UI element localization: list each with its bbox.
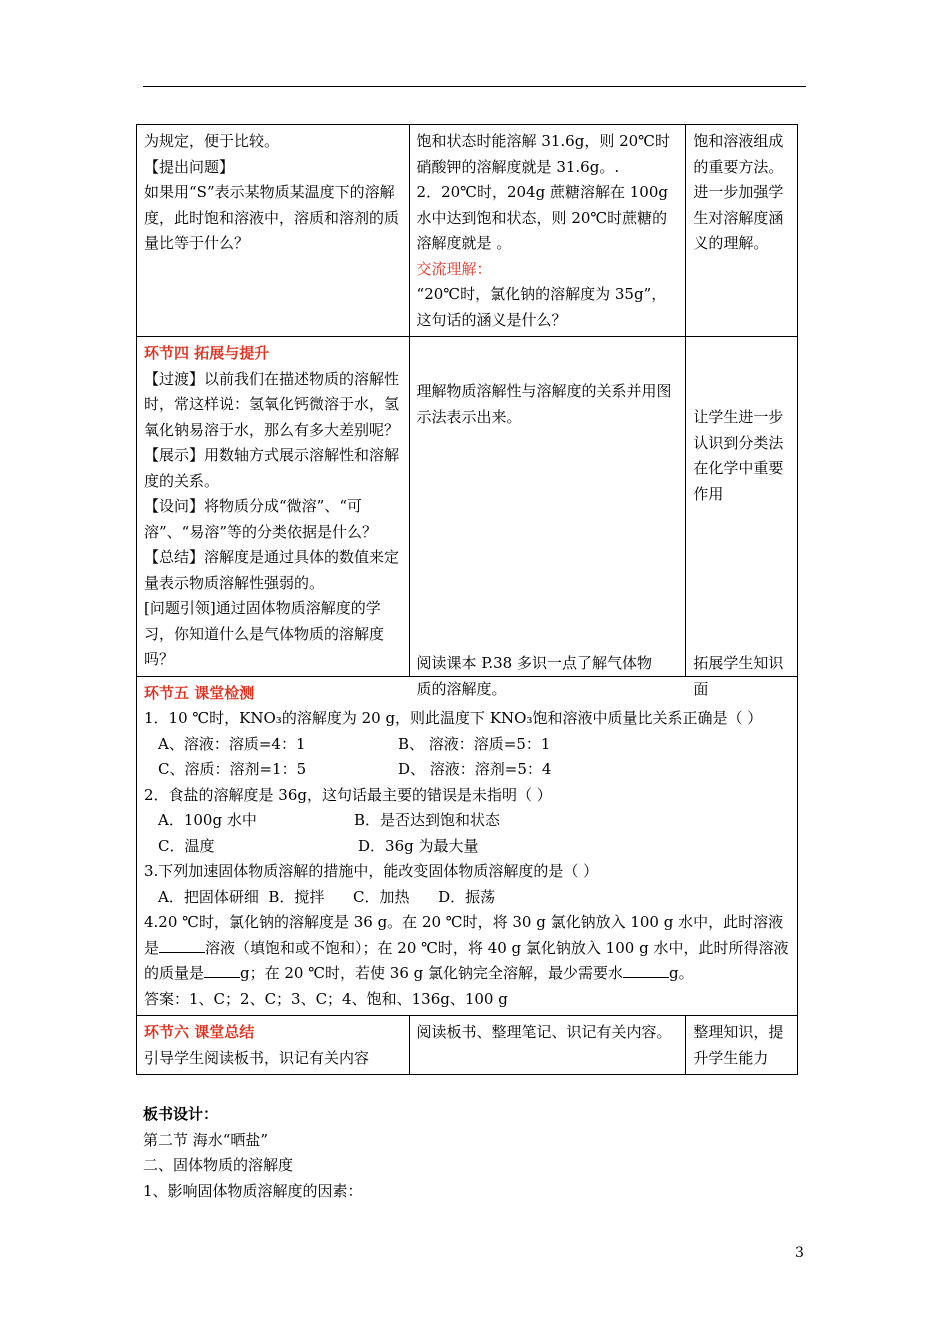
question-options: [144, 757, 790, 783]
header-rule: [143, 86, 806, 87]
text-line: 整理知识，提升学生能力: [693, 1023, 784, 1067]
board-line: 二、固体物质的溶解度: [143, 1156, 294, 1174]
answer-blank[interactable]: [204, 963, 240, 978]
text-line: 4.20 ℃时，氯化钠的溶解度是 36 g。在 20 ℃时，将 30 g 氯化钠放入 100 g 水中，此时溶液是: [144, 913, 784, 957]
answer-blank[interactable]: [159, 938, 205, 953]
text-line: 饱和溶液组成的重要方法。进一步加强学生对溶解度涵义的理解。: [693, 132, 784, 252]
intent-cell: [686, 1016, 798, 1075]
text-line: 【总结】溶解度是通过具体的数值来定量表示物质溶解性强弱的。: [144, 548, 400, 592]
teacher-activity-cell: [137, 1016, 410, 1075]
student-activity-cell: [409, 125, 686, 337]
text-line: 【过渡】以前我们在描述物质的溶解性时，常这样说：氢氧化钙微溶于水，氢氧化钠易溶于水，那么有多大差别呢？: [144, 369, 400, 439]
question-2: 2．食盐的溶解度是 36g，这句话最主要的错误是未指明（ ）: [144, 785, 552, 804]
option-a: A．100g 水中: [158, 811, 257, 829]
text-line: 阅读课本 P.38 多识一点了解气体物质的溶解度。: [416, 654, 652, 698]
question-4: [144, 910, 790, 987]
question-3: 3.下列加速固体物质溶解的措施中，能改变固体物质溶解度的是（ ）: [144, 862, 599, 880]
answer-blank[interactable]: [623, 963, 669, 978]
table-row: [137, 1016, 798, 1075]
text-line: 让学生进一步认识到分类法在化学中重要作用: [693, 408, 784, 503]
board-line: 第二节 海水“晒盐”: [143, 1130, 269, 1149]
lesson-table-wrapper: [136, 124, 798, 1075]
section-title: 环节六 课堂总结: [144, 1023, 255, 1041]
quiz-cell: [137, 676, 798, 1016]
text-line: 【提出问题】: [144, 157, 235, 176]
board-line: 1、影响固体物质溶解度的因素：: [143, 1181, 363, 1200]
text-line: 如果用“S”表示某物质某温度下的溶解度，此时饱和溶液中，溶质和溶剂的质量比等于什么？: [144, 183, 400, 252]
text-line: “20℃时，氯化钠的溶解度为 35g”，这句话的涵义是什么？: [416, 285, 667, 329]
table-row: [137, 337, 798, 677]
question-options: [144, 808, 790, 834]
exchange-label: 交流理解：: [416, 259, 492, 278]
option-d: D．36g 为最大量: [358, 836, 479, 855]
question-options: [144, 732, 790, 758]
answer-key: 答案：1、C；2、C；3、C；4、饱和、136g、100 g: [144, 989, 508, 1008]
question-options: [144, 834, 790, 860]
board-heading: 板书设计：: [143, 1105, 219, 1123]
option-c: C、溶质：溶剂=1：5: [158, 760, 307, 778]
text-line: 溶液（填饱和或不饱和）；在 20 ℃时，将 40 g 氯化钠放入 100 g 水中，此时所得溶液的质量是: [144, 938, 789, 982]
text-line: 2．20℃时，204g 蔗糖溶解在 100g 水中达到饱和状态，则 20℃时蔗糖的溶解度就是 。: [416, 183, 668, 252]
text-line: [问题引领]通过固体物质溶解度的学习，你知道什么是气体物质的溶解度吗？: [144, 599, 385, 668]
text-line: 饱和状态时能溶解 31.6g，则 20℃时硝酸钾的溶解度就是 31.6g。.: [416, 132, 670, 176]
option-b: B、 溶液：溶质=5：1: [398, 734, 551, 753]
option-d: D、 溶液：溶剂=5：4: [398, 760, 552, 778]
option-b: B．是否达到饱和状态: [354, 811, 501, 829]
text-line: 拓展学生知识面: [693, 654, 784, 698]
text-line: 为规定，便于比较。: [144, 132, 280, 150]
text-line: 【设问】将物质分成“微溶”、“可溶”、“易溶”等的分类依据是什么？: [144, 497, 378, 541]
board-design: [143, 1102, 803, 1204]
table-row: [137, 125, 798, 337]
teacher-activity-cell: [137, 337, 410, 677]
text-line: 理解物质溶解性与溶解度的关系并用图示法表示出来。: [416, 382, 672, 426]
text-line: g；在 20 ℃时，若使 36 g 氯化钠完全溶解，最少需要水: [240, 964, 624, 982]
intent-cell: [686, 125, 798, 337]
text-line: 【展示】用数轴方式展示溶解性和溶解度的关系。: [144, 446, 400, 490]
section-title: 环节四 拓展与提升: [144, 344, 270, 362]
intent-cell: [686, 337, 798, 698]
table-row: [137, 676, 798, 1016]
text-line: 阅读板书、整理笔记、识记有关内容。: [416, 1023, 672, 1041]
question-1: 1．10 ℃时，KNO₃的溶解度为 20 g，则此温度下 KNO₃饱和溶液中质量比关系正确是（ ）: [144, 709, 763, 727]
page-number: 3: [795, 1245, 804, 1261]
text-line: g。: [669, 964, 694, 982]
option-c: C．温度: [158, 836, 215, 855]
lesson-table: [136, 124, 798, 1075]
student-activity-cell: [409, 1016, 686, 1075]
section-title: 环节五 课堂检测: [144, 683, 255, 702]
teacher-activity-cell: [137, 125, 410, 337]
option-a: A、溶液：溶质=4：1: [158, 734, 306, 753]
text-line: 引导学生阅读板书，识记有关内容: [144, 1048, 370, 1067]
student-activity-cell: [409, 337, 686, 698]
question-options: A．把固体研细 B．搅拌 C．加热 D．振荡: [158, 887, 496, 906]
